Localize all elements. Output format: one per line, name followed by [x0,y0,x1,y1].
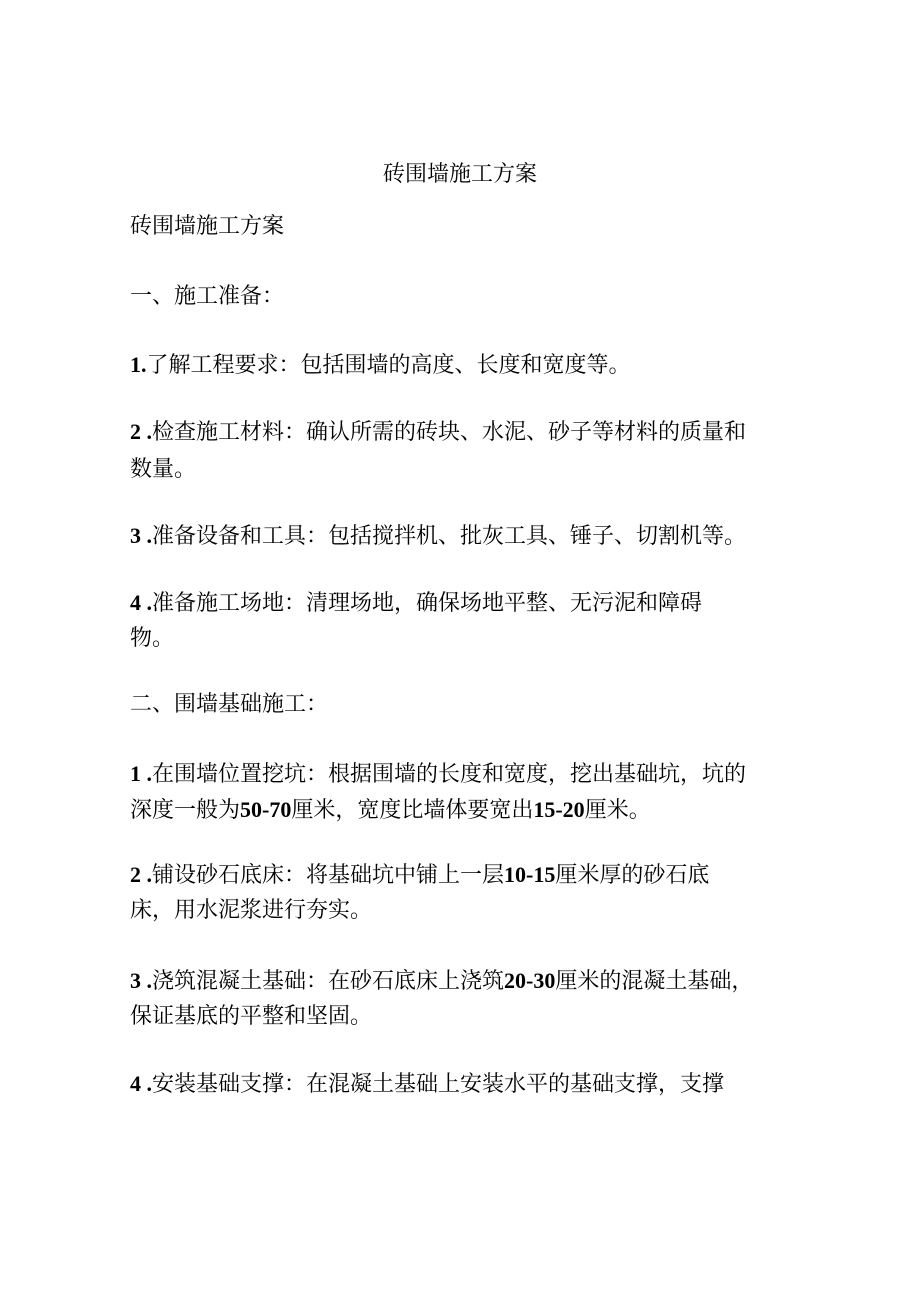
item-text: 在围墙位置挖坑：根据围墙的长度和宽度，挖出基础坑，坑的 [152,762,747,787]
section-heading-preparation: 一、施工准备： [130,284,285,309]
text-run: 铺设砂石底床：将基础坑中铺上一层 [152,863,505,888]
text-run: 厘米，宽度比墙体要宽出 [291,798,534,823]
list-item [130,588,810,619]
item-number: 4 [130,1071,141,1096]
list-item [130,1069,810,1100]
item-number: 3 [130,523,141,548]
depth-range-value: 50-70 [240,797,292,822]
list-item [130,521,810,552]
list-item-continuation: 床，用水泥浆进行夯实。 [130,898,373,923]
text-run: 厘米。 [584,798,651,823]
text-run: 深度一般为 [130,798,241,823]
text-run: 厘米厚的砂石底 [555,863,710,888]
item-separator: . [141,761,152,786]
item-number: 4 [130,590,141,615]
list-item [130,417,810,448]
item-separator: . [141,419,152,444]
item-text: 安装基础支撑：在混凝土基础上安装水平的基础支撑，支撑 [152,1072,725,1097]
text-run: 厘米的混凝土基础， [555,969,754,994]
list-item [130,350,810,381]
list-item [130,966,810,997]
item-number: 1 [130,761,141,786]
item-separator: . [141,590,152,615]
item-separator: . [141,1071,152,1096]
document-subtitle: 砖围墙施工方案 [130,214,285,239]
item-text: 准备设备和工具：包括搅拌机、批灰工具、锤子、切割机等。 [152,524,747,549]
item-text: 检查施工材料：确认所需的砖块、水泥、砂子等材料的质量和 [152,420,747,445]
document-title: 砖围墙施工方案 [382,162,537,187]
item-number: 2 [130,419,141,444]
item-separator: . [141,523,152,548]
list-item-continuation [130,795,810,826]
section-heading-foundation: 二、围墙基础施工： [130,692,329,717]
thickness-range-value: 10-15 [504,862,556,887]
text-run: 浇筑混凝土基础：在砂石底床上浇筑 [152,969,505,994]
list-item-continuation: 保证基底的平整和坚固。 [130,1004,373,1029]
item-number: 3 [130,968,141,993]
item-separator: . [141,862,152,887]
item-number: 1 [130,352,141,377]
width-range-value: 15-20 [533,797,585,822]
list-item [130,860,810,891]
list-item-continuation: 物。 [130,626,175,651]
item-text: 了解工程要求：包括围墙的高度、长度和宽度等。 [146,353,631,378]
concrete-thickness-value: 20-30 [504,968,556,993]
list-item [130,759,810,790]
item-number: 2 [130,862,141,887]
item-separator: . [141,352,147,377]
item-separator: . [141,968,152,993]
item-text: 准备施工场地：清理场地，确保场地平整、无污泥和障碍 [152,591,703,616]
list-item-continuation: 数量。 [130,457,197,482]
